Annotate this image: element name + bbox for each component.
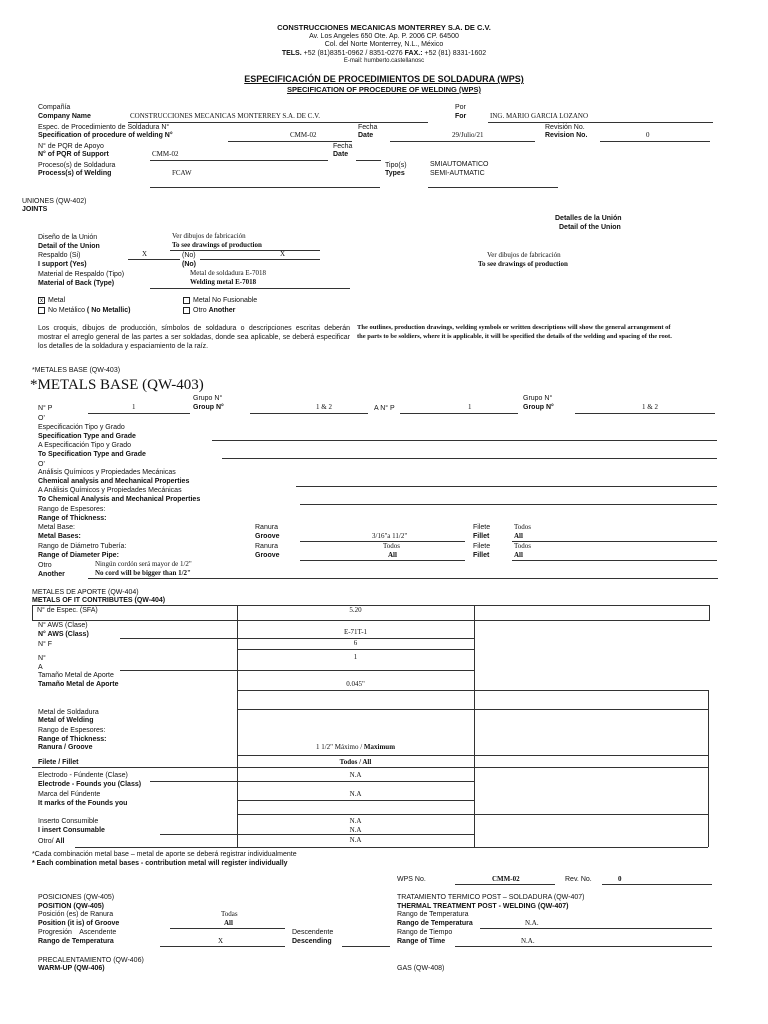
type-value-2: SEMI-AUTMATIC — [430, 170, 485, 177]
pipe-diameter-en: Range of Diameter Pipe: — [38, 552, 119, 559]
other-all-value: N.A — [349, 836, 362, 844]
aws-class-es: N° AWS (Clase) — [38, 622, 88, 629]
filler-size-es: Tamaño Metal de Aporte — [38, 672, 114, 679]
fillet-range-label: Filete / Fillet — [38, 759, 79, 766]
backing-no-en: (No) — [182, 261, 196, 268]
joint-details-en: Detail of the Union — [559, 224, 621, 231]
a-number-value: 1 — [353, 653, 358, 661]
filler-size-value: 0.045" — [346, 680, 365, 688]
revision-value: 0 — [646, 131, 650, 139]
wps-no-label: WPS No. — [397, 876, 426, 883]
flux-brand-en: It marks of the Founds you — [38, 800, 128, 807]
groove-position-value-2: All — [224, 919, 233, 927]
wps-no-value: CMM-02 — [492, 875, 520, 883]
progression-value: X — [218, 937, 224, 945]
a-number-label-2: A — [38, 664, 43, 671]
group2-value: 1 & 2 — [642, 403, 658, 411]
fax-value: +52 (81) 8331-1602 — [424, 50, 487, 57]
joint-details-es: Detalles de la Unión — [555, 215, 622, 222]
a-number-label-1: N° — [38, 655, 46, 662]
chem-analysis-es: Análisis Químicos y Propiedades Mecánicas — [38, 469, 176, 476]
group-label-en: Group N° — [193, 404, 224, 411]
other-checkbox-label — [193, 307, 235, 314]
groove-range-value-es: 1 1/2" Máximo / — [315, 743, 363, 751]
consumable-insert-en: I insert Consumable — [38, 827, 105, 834]
preheat-heading-es: PRECALENTAMIENTO (QW-406) — [38, 957, 144, 964]
non-metallic-checkbox[interactable] — [38, 307, 45, 314]
groove-label-es: Ranura — [255, 524, 278, 531]
backing-no-mark: X — [280, 250, 286, 258]
aws-class-en: N° AWS (Class) — [38, 631, 89, 638]
other-all-en: All — [55, 838, 65, 845]
fillet2-value-1: Todos — [514, 542, 532, 550]
weld-thickness-es: Rango de Espesores: — [38, 727, 106, 734]
pqr-value: CMM-02 — [152, 150, 179, 158]
metals-base-heading: *METALS BASE (QW-403) — [30, 377, 204, 393]
for-value: ING. MARIO GARCIA LOZANO — [490, 112, 588, 120]
backing-material-es: Material de Respaldo (Tipo) — [38, 271, 125, 278]
process-label-es: Proceso(s) de Soldadura — [38, 162, 116, 169]
joint-design-es: Diseño de la Unión — [38, 234, 98, 241]
for-label-es: Por — [455, 104, 466, 111]
phone-fax-line — [0, 50, 768, 57]
weld-metal-en: Metal of Welding — [38, 717, 94, 724]
to-chem-analysis-en: To Chemical Analysis and Mechanical Properties — [38, 496, 201, 503]
groove-position-es: Posición (es) de Ranura — [38, 911, 114, 918]
joint-detail-value-1: Ver dibujos de fabricación — [487, 251, 561, 259]
electrode-flux-es: Electrodo - Fúndente (Clase) — [38, 772, 128, 779]
or-1: O' — [38, 415, 45, 422]
revision-label-es: Revisión No. — [545, 124, 585, 131]
pwht-heading-es: TRATAMIENTO TERMICO POST – SOLDADURA (QW-407) — [397, 894, 585, 901]
groove-position-en: Position (it is) of Groove — [38, 920, 120, 927]
spec-type-es: Especificación Tipo y Grado — [38, 424, 125, 431]
revision-label-en: Revision No. — [545, 132, 588, 139]
progression-en: Rango de Temperatura — [38, 938, 114, 945]
electrode-flux-value: N.A — [349, 771, 362, 779]
groove-position-value-1: Todas — [221, 910, 238, 918]
filler-size-en: Tamaño Metal de Aporte — [38, 681, 119, 688]
groove2-value-1: Todos — [383, 542, 401, 550]
filler-heading-es: METALES DE APORTE (QW-404) — [32, 589, 139, 596]
thickness-range-es: Rango de Espesores: — [38, 506, 106, 513]
email-line: E-mail: humberto.castellanosc — [343, 58, 425, 64]
fax-label: FAX.: — [404, 50, 423, 57]
to-chem-analysis-es: A Análisis Químicos y Propiedades Mecánicas — [38, 487, 182, 494]
other-es: Otro — [193, 307, 207, 314]
joint-design-value-2: To see drawings of production — [172, 241, 262, 249]
rev-no-label: Rev. No. — [565, 876, 592, 883]
spec-label-en: Specification of procedure of welding N° — [38, 132, 173, 139]
non-fusible-checkbox-label: Metal No Fusionable — [193, 297, 258, 304]
fillet2-label-es: Filete — [473, 543, 491, 550]
fillet-label-es: Filete — [473, 524, 491, 531]
document-subtitle: SPECIFICATION OF PROCEDURE OF WELDING (WPS) — [286, 85, 482, 94]
backing-material-value-1: Metal de soldadura E-7018 — [190, 269, 267, 277]
filler-footnote-es: *Cada combinación metal base – metal de aporte se deberá registrar individualmente — [32, 851, 297, 858]
ascending-label: Ascendente — [79, 929, 117, 936]
thickness-range-en: Range of Thickness: — [38, 515, 107, 522]
pwht-heading-en: THERMAL TREATMENT POST - WELDING (QW-407) — [397, 903, 569, 910]
to-spec-type-es: A Especificación Tipo y Grado — [38, 442, 131, 449]
flux-brand-value: N.A — [349, 790, 362, 798]
flux-brand-es: Marca del Fúndente — [38, 791, 101, 798]
groove-range-value-en: Maximum — [363, 743, 396, 751]
f-number-value: 6 — [353, 639, 358, 647]
spec-label-es: Espec. de Procedimiento de Soldadura N° — [38, 124, 170, 131]
sfa-value: 5.20 — [349, 606, 362, 614]
backing-yes-mark: X — [142, 250, 148, 258]
descending-en: Descending — [292, 938, 332, 945]
pqr-label-es: N° de PQR de Apoyo — [38, 143, 104, 150]
fillet-label-en: Fillet — [473, 533, 490, 540]
filler-footnote-en: * Each combination metal bases - contribution metal will register individually — [32, 860, 288, 867]
other-en: Another — [208, 307, 236, 314]
tels-value: +52 (81)8351-0962 / 8351-0276 — [303, 50, 403, 57]
backing-yes-es: Respaldo (Si) — [38, 252, 81, 259]
groove-range-label: Ranura / Groove — [38, 744, 93, 751]
p-number-value: 1 — [132, 403, 136, 411]
positions-heading-es: POSICIONES (QW-405) — [38, 894, 115, 901]
chem-analysis-en: Chemical analysis and Mechanical Properties — [38, 478, 190, 485]
other-all-es: Otro/ — [38, 838, 54, 845]
a-p-number-value: 1 — [468, 403, 472, 411]
groove-label-en: Groove — [255, 533, 280, 540]
type-value-1: SMIAUTOMATICO — [430, 161, 489, 168]
group-label-es: Grupo N° — [193, 395, 223, 402]
rev-no-value: 0 — [618, 875, 622, 883]
group-value: 1 & 2 — [316, 403, 332, 411]
for-label-en: For — [455, 113, 467, 120]
p-number-label: N° P — [38, 405, 53, 412]
electrode-flux-en: Electrode - Founds you (Class) — [38, 781, 142, 788]
groove2-label-en: Groove — [255, 552, 280, 559]
consumable-insert-es: Inserto Consumible — [38, 818, 99, 825]
descending-es: Descendente — [292, 929, 334, 936]
address-line-1: Av. Los Angeles 650 Ote. Ap. P. 2006 CP. 64500 — [309, 33, 459, 40]
joint-detail-value-2: To see drawings of production — [478, 260, 568, 268]
date2-label-en: Date — [333, 151, 349, 158]
non-fusible-checkbox[interactable] — [183, 297, 190, 304]
pwht-time-es: Rango de Tiempo — [397, 929, 453, 936]
progression-es — [38, 929, 116, 936]
positions-heading-en: POSITION (QW-405) — [38, 903, 104, 910]
pwht-time-en: Range of Time — [397, 938, 446, 945]
metal-checkbox[interactable]: x — [40, 298, 43, 304]
spec-value: CMM-02 — [290, 131, 317, 139]
date-label-en: Date — [358, 132, 374, 139]
base-metal-es: Metal Base: — [38, 524, 75, 531]
other-value-2: No cord will be bigger than 1/2" — [95, 569, 191, 577]
pwht-time-value: N.A. — [521, 937, 535, 945]
joint-design-value-1: Ver dibujos de fabricación — [172, 232, 246, 240]
metals-base-heading-small: *METALES BASE (QW-403) — [32, 367, 121, 374]
a-p-number-label: A N° P — [374, 405, 395, 412]
joint-note-en: The outlines, production drawings, welding symbols or written descriptions will show the general arrangement of the parts to be soldiers, where it is applicable, it will be specified the details of the welding and spacing of the root. — [357, 324, 672, 340]
pipe-diameter-es: Rango de Diámetro Tubería: — [38, 543, 127, 550]
groove-range-value — [237, 744, 474, 751]
joint-note-es: Los croquis, dibujos de producción, símbolos de soldadura o descripciones escritas deberán mostrar el arreglo general de las partes a ser soldadas, donde sea aplicable, se deberá especificar los detalles de la soldadura y espaciamiento de la raíz. — [38, 325, 350, 350]
preheat-heading-en: WARM-UP (QW-406) — [38, 965, 105, 972]
backing-material-en: Material of Back (Type) — [38, 280, 115, 287]
process-value: FCAW — [172, 169, 192, 177]
groove2-label-es: Ranura — [255, 543, 278, 550]
other-value-1: Ningún cordón será mayor de 1/2" — [95, 560, 192, 568]
fillet-value-1: Todos — [514, 523, 532, 531]
progression-label: Progresión — [38, 929, 72, 936]
backing-material-value-2: Welding metal E-7018 — [190, 278, 257, 286]
other-all-label — [38, 838, 64, 845]
process-label-en: Process(s) of Welding — [38, 170, 112, 177]
or-2: O' — [38, 461, 45, 468]
filler-heading-en: METALS OF IT CONTRIBUTES (QW-404) — [32, 597, 166, 604]
groove-value: 3/16"a 11/2" — [372, 532, 408, 540]
joints-heading-es: UNIONES (QW-402) — [22, 198, 87, 205]
document-title: ESPECIFICACIÓN DE PROCEDIMIENTOS DE SOLDADURA (WPS) — [244, 74, 524, 84]
date-label-es: Fecha — [358, 124, 378, 131]
backing-no-es: (No) — [182, 252, 196, 259]
type-label-en: Types — [385, 170, 405, 177]
base-metal-en: Metal Bases: — [38, 533, 81, 540]
type-label-es: Tipo(s) — [385, 162, 407, 169]
fillet2-value-2: All — [514, 551, 523, 559]
fillet2-label-en: Fillet — [473, 552, 490, 559]
weld-metal-es: Metal de Soldadura — [38, 709, 99, 716]
sfa-label: N° de Espec. (SFA) — [37, 607, 98, 614]
company-label-es: Compañía — [38, 104, 71, 111]
to-spec-type-en: To Specification Type and Grade — [38, 451, 146, 458]
metal-checkbox-label: Metal — [48, 297, 66, 304]
consumable-insert-value-2: N.A — [349, 826, 362, 834]
date-value: 29/Julio/21 — [452, 131, 484, 139]
f-number-label: N° F — [38, 641, 53, 648]
non-metallic-checkbox-label — [48, 307, 130, 314]
company-value: CONSTRUCCIONES MECANICAS MONTERREY S.A. DE C.V. — [130, 112, 320, 120]
non-metallic-es: No Metálico — [48, 307, 85, 314]
consumable-insert-value: N.A — [349, 817, 362, 825]
group2-label-es: Grupo N° — [523, 395, 553, 402]
spec-type-en: Specification Type and Grade — [38, 433, 136, 440]
weld-thickness-en: Range of Thickness: — [38, 736, 107, 743]
tels-label: TELS. — [281, 50, 302, 57]
pqr-label-en: N° of PQR of Support — [38, 151, 109, 158]
other-checkbox[interactable] — [183, 307, 190, 314]
joints-heading-en: JOINTS — [22, 206, 48, 213]
fillet-range-value: Todos / All — [339, 758, 372, 766]
other-label-es: Otro — [38, 562, 52, 569]
pwht-temp-value: N.A. — [525, 919, 539, 927]
groove2-value-2: All — [388, 551, 397, 559]
date2-label-es: Fecha — [333, 143, 353, 150]
pwht-temp-en: Rango de Temperatura — [397, 920, 473, 927]
backing-yes-en: I support (Yes) — [38, 261, 87, 268]
other-label-en: Another — [38, 571, 65, 578]
address-line-2: Col. del Norte Monterrey, N.L., México — [324, 41, 444, 48]
non-metallic-en: ( No Metallic) — [86, 307, 131, 314]
aws-class-value: E-71T-1 — [343, 628, 368, 636]
pwht-temp-es: Rango de Temperatura — [397, 911, 469, 918]
company-name: CONSTRUCCIONES MECANICAS MONTERREY S.A. DE C.V. — [277, 23, 491, 32]
company-label-en: Company Name — [38, 113, 91, 120]
group2-label-en: Group N° — [523, 404, 554, 411]
gas-heading: GAS (QW-408) — [397, 965, 445, 972]
fillet-value-2: All — [514, 532, 523, 540]
joint-design-en: Detail of the Union — [38, 243, 100, 250]
